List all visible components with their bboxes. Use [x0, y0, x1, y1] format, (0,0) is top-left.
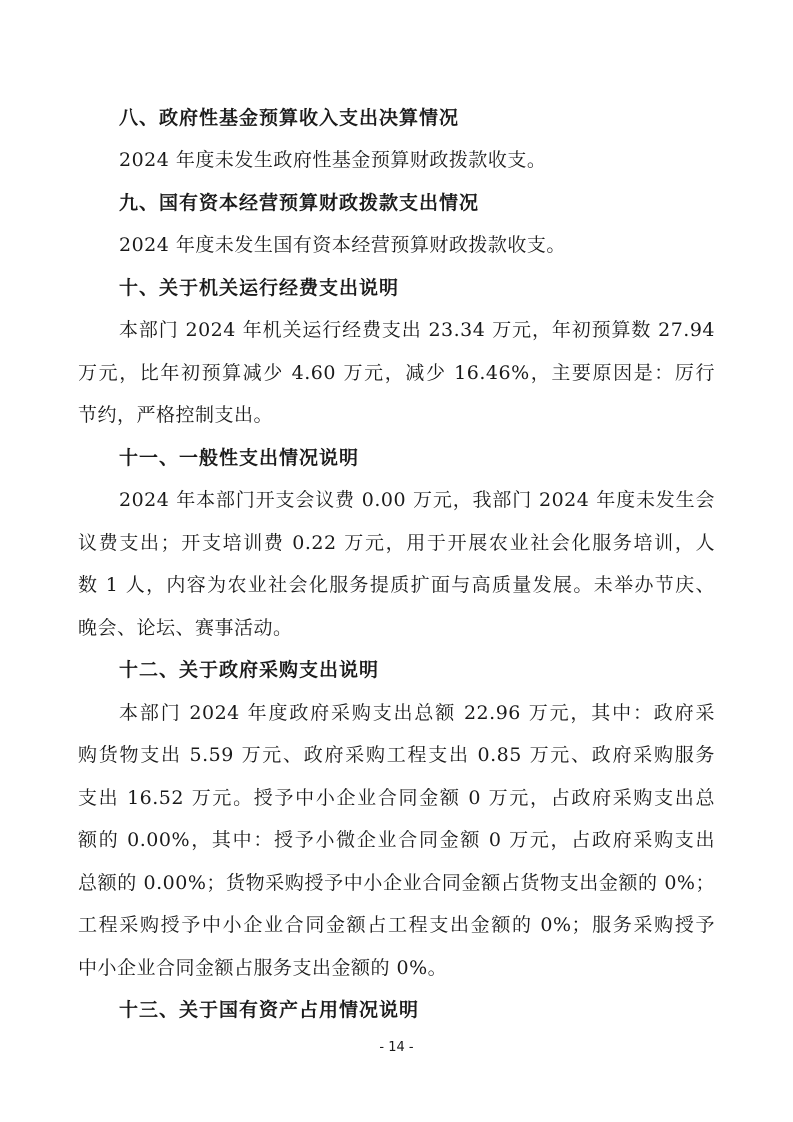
paragraph-line: 购货物支出 5.59 万元、政府采购工程支出 0.85 万元、政府采购服务 [78, 744, 715, 766]
paragraph-line: 2024 年度未发生政府性基金预算财政拨款收支。 [119, 149, 547, 171]
section-heading-11: 十一、一般性支出情况说明 [119, 447, 360, 469]
paragraph-line: 中小企业合同金额占服务支出金额的 0%。 [78, 957, 448, 979]
paragraph-line: 晚会、论坛、赛事活动。 [78, 617, 293, 639]
paragraph-line: 本部门 2024 年度政府采购支出总额 22.96 万元，其中：政府采 [119, 702, 715, 724]
paragraph-line: 万元，比年初预算减少 4.60 万元，减少 16.46%，主要原因是：厉行 [78, 362, 715, 384]
paragraph-line: 数 1 人，内容为农业社会化服务提质扩面与高质量发展。未举办节庆、 [78, 574, 715, 596]
paragraph-line: 支出 16.52 万元。授予中小企业合同金额 0 万元，占政府采购支出总 [78, 787, 715, 809]
section-heading-12: 十二、关于政府采购支出说明 [119, 659, 380, 681]
paragraph-line: 2024 年本部门开支会议费 0.00 万元，我部门 2024 年度未发生会 [119, 489, 715, 511]
paragraph-line: 总额的 0.00%；货物采购授予中小企业合同金额占货物支出金额的 0%； [78, 872, 715, 894]
section-heading-8: 八、政府性基金预算收入支出决算情况 [119, 107, 460, 129]
section-heading-13: 十三、关于国有资产占用情况说明 [119, 999, 420, 1021]
paragraph-line: 议费支出；开支培训费 0.22 万元，用于开展农业社会化服务培训，人 [78, 532, 715, 554]
paragraph-line: 额的 0.00%，其中：授予小微企业合同金额 0 万元，占政府采购支出 [78, 829, 715, 851]
section-heading-10: 十、关于机关运行经费支出说明 [119, 277, 400, 299]
paragraph-line: 本部门 2024 年机关运行经费支出 23.34 万元，年初预算数 27.94 [119, 319, 715, 341]
paragraph-line: 2024 年度未发生国有资本经营预算财政拨款收支。 [119, 234, 566, 256]
section-heading-9: 九、国有资本经营预算财政拨款支出情况 [119, 192, 480, 214]
paragraph-line: 节约，严格控制支出。 [78, 404, 274, 426]
paragraph-line: 工程采购授予中小企业合同金额占工程支出金额的 0%；服务采购授予 [78, 914, 715, 936]
page-number: - 14 - [379, 1040, 414, 1055]
